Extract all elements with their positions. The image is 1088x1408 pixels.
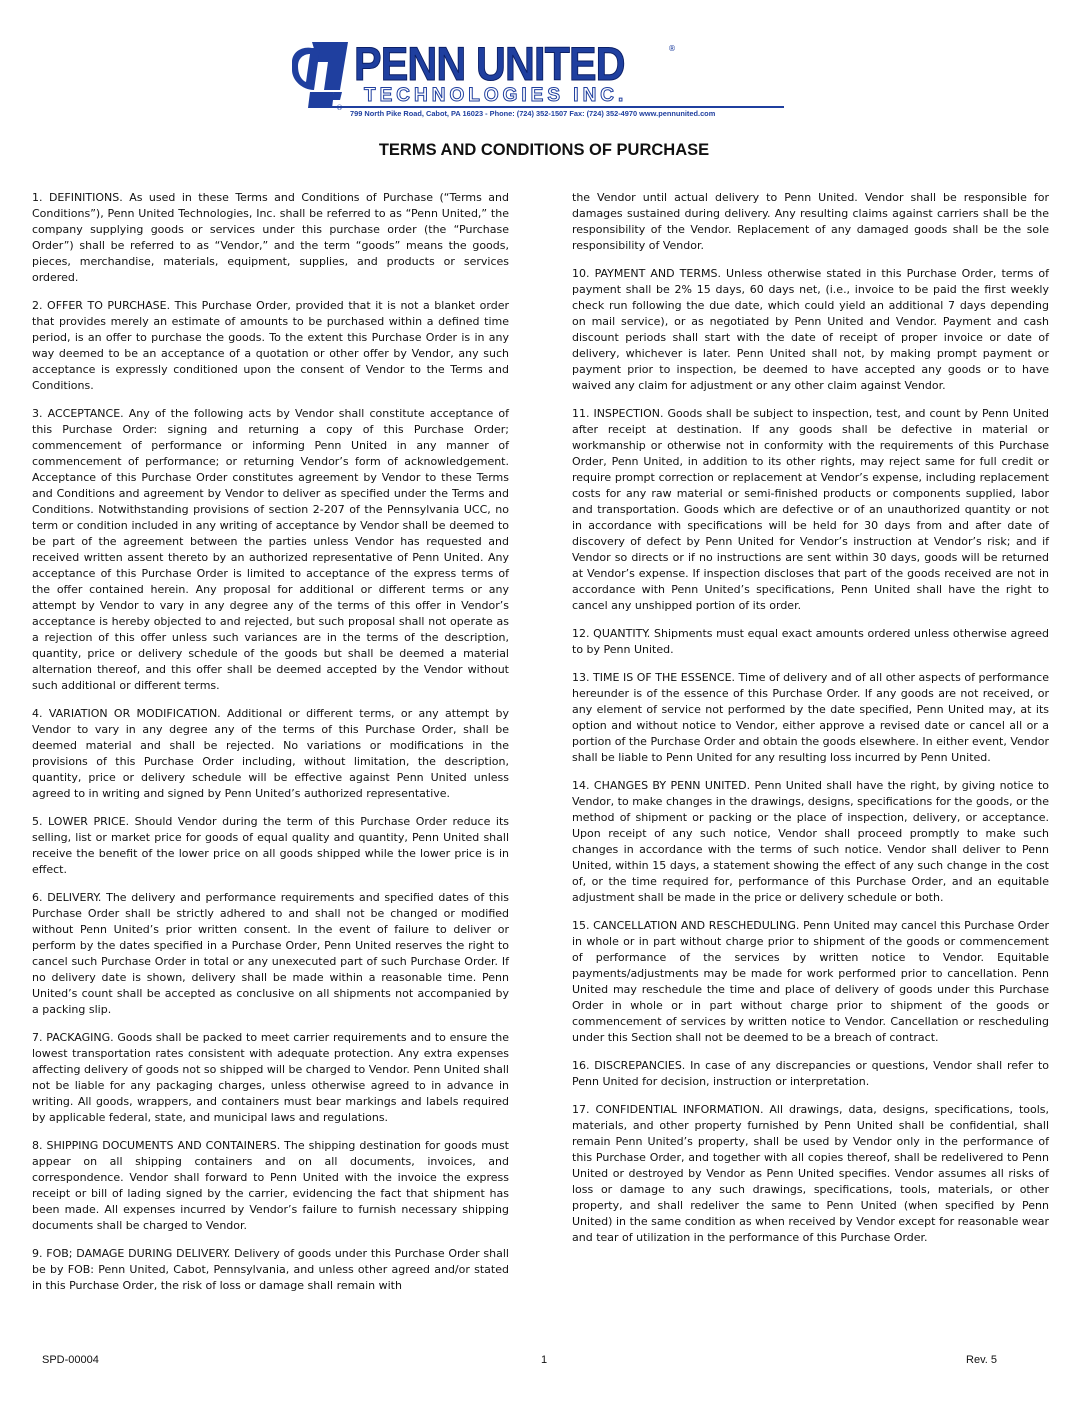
right-column [572,190,1049,1258]
clause-9-continued: the Vendor until actual delivery to Penn United. Vendor shall be responsible for damages sustained during delivery. Any resulting claims against carriers shall be the responsibility of the Vendor. Replacement of any damaged goods shall be the sole responsibility of Vendor. [572,191,1049,252]
clause-5-lower-price: 5. LOWER PRICE. Should Vendor during the term of this Purchase Order reduce its selling, list or market price for goods of equal quality and quantity, Penn United shall receive the benefit of the lower price on all goods shipped while the lower price is in effect. [32,815,509,876]
registered-mark-logo: ® [336,104,343,112]
company-subtitle: TECHNOLOGIES INC. [364,85,628,106]
header-rule [330,106,784,108]
clause-2-offer-to-purchase: 2. OFFER TO PURCHASE. This Purchase Order, provided that it is not a blanket order that provides merely an estimate of amounts to be purchased within a defined time period, is an offer to purchase the goods. To the extent this Purchase Order is in any way deemed to be an acceptance of a quotation or other offer by Vendor, any such acceptance is expressly conditioned upon the consent of Vendor to the Terms and Conditions. [32,299,509,392]
footer-doc-id: SPD-00004 [42,1354,99,1366]
penn-united-logo-icon [290,40,352,112]
clause-10-payment: 10. PAYMENT AND TERMS. Unless otherwise stated in this Purchase Order, terms of payment shall be 2% 15 days, 60 days net, (i.e., invoice to be paid the first weekly check run following the due date, which could yield an additional 7 days depending on mail service), or as negotiated by Penn United and Vendor. Payment and cash discount periods shall start with the date of receipt of proper invoice or date of delivery, whichever is later. Penn United shall not, by making prompt payment or payment prior to inspection, be deemed to have accepted any goods or to have waived any claim for adjustment or any other claim against Vendor. [572,267,1049,392]
clause-15-cancellation: 15. CANCELLATION AND RESCHEDULING. Penn United may cancel this Purchase Order in whole or in part without charge prior to shipment of the goods or commencement of performance of the services by written notice to Vendor. Equitable payments/adjustments may be made for work performed prior to cancellation. Penn United may reschedule the time and place of delivery of goods under this Purchase Order in whole or in part without charge prior to shipment of the goods or commencement of services by written notice to Vendor. Cancellation or rescheduling under this Section shall not be deemed to be a breach of contract. [572,919,1049,1044]
document-title: TERMS AND CONDITIONS OF PURCHASE [378,141,710,159]
footer-page-number: 1 [540,1354,548,1366]
clause-7-packaging: 7. PACKAGING. Goods shall be packed to meet carrier requirements and to ensure the lowest transportation rates consistent with adequate protection. Any extra expenses affecting delivery of goods not so shipped will be charged to Vendor. Penn United shall not be liable for any packaging charges, unless otherwise agreed to in advance in writing. All goods, wrappers, and containers must bear markings and labels required by applicable federal, state, and municipal laws and regulations. [32,1031,509,1124]
clause-1-definitions: 1. DEFINITIONS. As used in these Terms and Conditions of Purchase (“Terms and Conditions”), Penn United Technologies, Inc. shall be referred to as “Penn United,” the company supplying goods or services under this purchase order (the “Purchase Order”) shall be referred to as “Vendor,” and the term “goods” means the goods, pieces, merchandise, materials, equipment, supplies, and products or services ordered. [32,191,509,284]
clause-6-delivery: 6. DELIVERY. The delivery and performance requirements and specified dates of this Purchase Order shall be strictly adhered to and shall not be changed or modified without Penn United’s prior written consent. In the event of failure to deliver or perform by the dates specified in a Purchase Order, Penn United reserves the right to cancel such Purchase Order in total or any unexecuted part of such Purchase Order. If no delivery date is shown, delivery shall be made within a reasonable time. Penn United’s count shall be accepted as conclusive on all shipments not accompanied by a packing slip. [32,891,509,1016]
letterhead [290,37,790,120]
clause-11-inspection: 11. INSPECTION. Goods shall be subject to inspection, test, and count by Penn United after receipt at destination. If any goods shall be defective in material or workmanship or otherwise not in conformity with the requirements of this Purchase Order, Penn United, in addition to its other rights, may reject same for full credit or require prompt correction or replacement at Vendor’s expense, including replacement costs for any raw material or semi-finished products or components supplied, labor and transportation. Goods which are defective or of an unauthorized quantity or not in accordance with specifications will be held for 30 days from and after date of discovery of defect by Penn United for Vendor’s instruction at Vendor’s risk; and if Vendor so directs or if no instructions are sent within 30 days, goods will be returned at Vendor’s expense. If inspection discloses that part of the goods received are not in accordance with Penn United’s specifications, Penn United shall have the right to cancel any unshipped portion of its order. [572,407,1049,612]
clause-8-shipping-documents: 8. SHIPPING DOCUMENTS AND CONTAINERS. The shipping destination for goods must appear on all shipping containers and on all documents, invoices, and correspondence. Vendor shall forward to Penn United with the invoice the express receipt or bill of lading signed by the carrier, evidencing the fact that shipment has been made. All expenses incurred by Vendor’s failure to furnish necessary shipping documents shall be charged to Vendor. [32,1139,509,1232]
clause-16-discrepancies: 16. DISCREPANCIES. In case of any discrepancies or questions, Vendor shall refer to Penn United for decision, instruction or interpretation. [572,1059,1049,1088]
company-name: PENN UNITED [354,37,625,90]
clause-13-time-essence: 13. TIME IS OF THE ESSENCE. Time of delivery and of all other aspects of performance hereunder is of the essence of this Purchase Order. If any goods are not received, or any element of service not performed by the date specified, Penn United may, at its option and without notice to Vendor, either approve a revised date or cancel all or a portion of the Purchase Order and obtain the goods elsewhere. In either event, Vendor shall be liable to Penn United for any resulting loss incurred by Penn United. [572,671,1050,764]
clause-14-changes: 14. CHANGES BY PENN UNITED. Penn United shall have the right, by giving notice to Vendor, to make changes in the drawings, designs, specifications for the goods, or the method of shipment or packing or the place of inspection, delivery, or acceptance. Upon receipt of any such notice, Vendor shall proceed promptly to make such changes in accordance with the terms of such notice. Vendor shall deliver to Penn United, within 15 days, a statement showing the effect of any such change in the cost of, or the time required for, performance of this Purchase Order, and an equitable adjustment shall be made in the price or delivery schedule or both. [572,779,1049,904]
footer-revision: Rev. 5 [966,1354,997,1366]
clause-3-acceptance: 3. ACCEPTANCE. Any of the following acts by Vendor shall constitute acceptance of this Purchase Order: signing and returning a copy of this Purchase Order; commencement of performance or informing Penn United in any manner of commencement of performance; or returning Vendor’s form of acknowledgement. Acceptance of this Purchase Order constitutes agreement by Vendor to these Terms and Conditions and agreement by Vendor to deliver as specified under the Terms and Conditions. Notwithstanding provisions of section 2-207 of the Pennsylvania UCC, no term or condition included in any writing of acceptance by Vendor shall be deemed to be part of the agreement between the parties unless Vendor has requested and received written assent thereto by an authorized representative of Penn United. Any acceptance of this Purchase Order is limited to acceptance of the express terms of the offer contained herein. Any proposal for additional or different terms or any attempt by Vendor to vary in any degree any of the terms of this offer in Vendor’s acceptance is hereby objected to and rejected, but such proposal shall not operate as a rejection of this offer unless such variances are in the terms of the description, quantity, price or delivery schedule of the goods but shall be deemed a material alternation thereof, and this offer shall be deemed accepted by the Vendor without such additional or different terms. [32,407,509,692]
company-address: 799 North Pike Road, Cabot, PA 16023 - Phone: (724) 352-1507 Fax: (724) 352-4970 www.pennunited.com [350,109,716,118]
clause-4-variation: 4. VARIATION OR MODIFICATION. Additional or different terms, or any attempt by Vendor to vary in any degree any of the terms of this Purchase Order, shall be deemed material and shall be rejected. No variations or modifications in the provisions of this Purchase Order including, without limitation, the description, quantity, price or delivery schedule will be effective against Penn United unless agreed to in writing and signed by Penn United’s authorized representative. [32,707,509,800]
clause-12-quantity: 12. QUANTITY. Shipments must equal exact amounts ordered unless otherwise agreed to by Penn United. [572,627,1049,656]
clause-9-fob: 9. FOB; DAMAGE DURING DELIVERY. Delivery of goods under this Purchase Order shall be by FOB: Penn United, Cabot, Pennsylvania, and unless other agreed and/or stated in this Purchase Order, the risk of loss or damage shall remain with [32,1247,509,1292]
registered-mark: ® [668,44,676,53]
clause-17-confidential: 17. CONFIDENTIAL INFORMATION. All drawings, data, designs, specifications, tools, materials, and other property furnished by Penn United shall be confidential, shall remain Penn United’s property, shall be used by Vendor only in the performance of this Purchase Order, and together with all copies thereof, shall be redelivered to Penn United or destroyed by Vendor as Penn United specifies. Vendor assumes all risks of loss or damage to any such drawings, specifications, tools, materials, or other property, and shall redeliver the same to Penn United (when specified by Penn United) in the same condition as when received by Vendor except for reasonable wear and tear of utilization in the performance of this Purchase Order. [572,1103,1049,1244]
left-column [32,190,509,1306]
